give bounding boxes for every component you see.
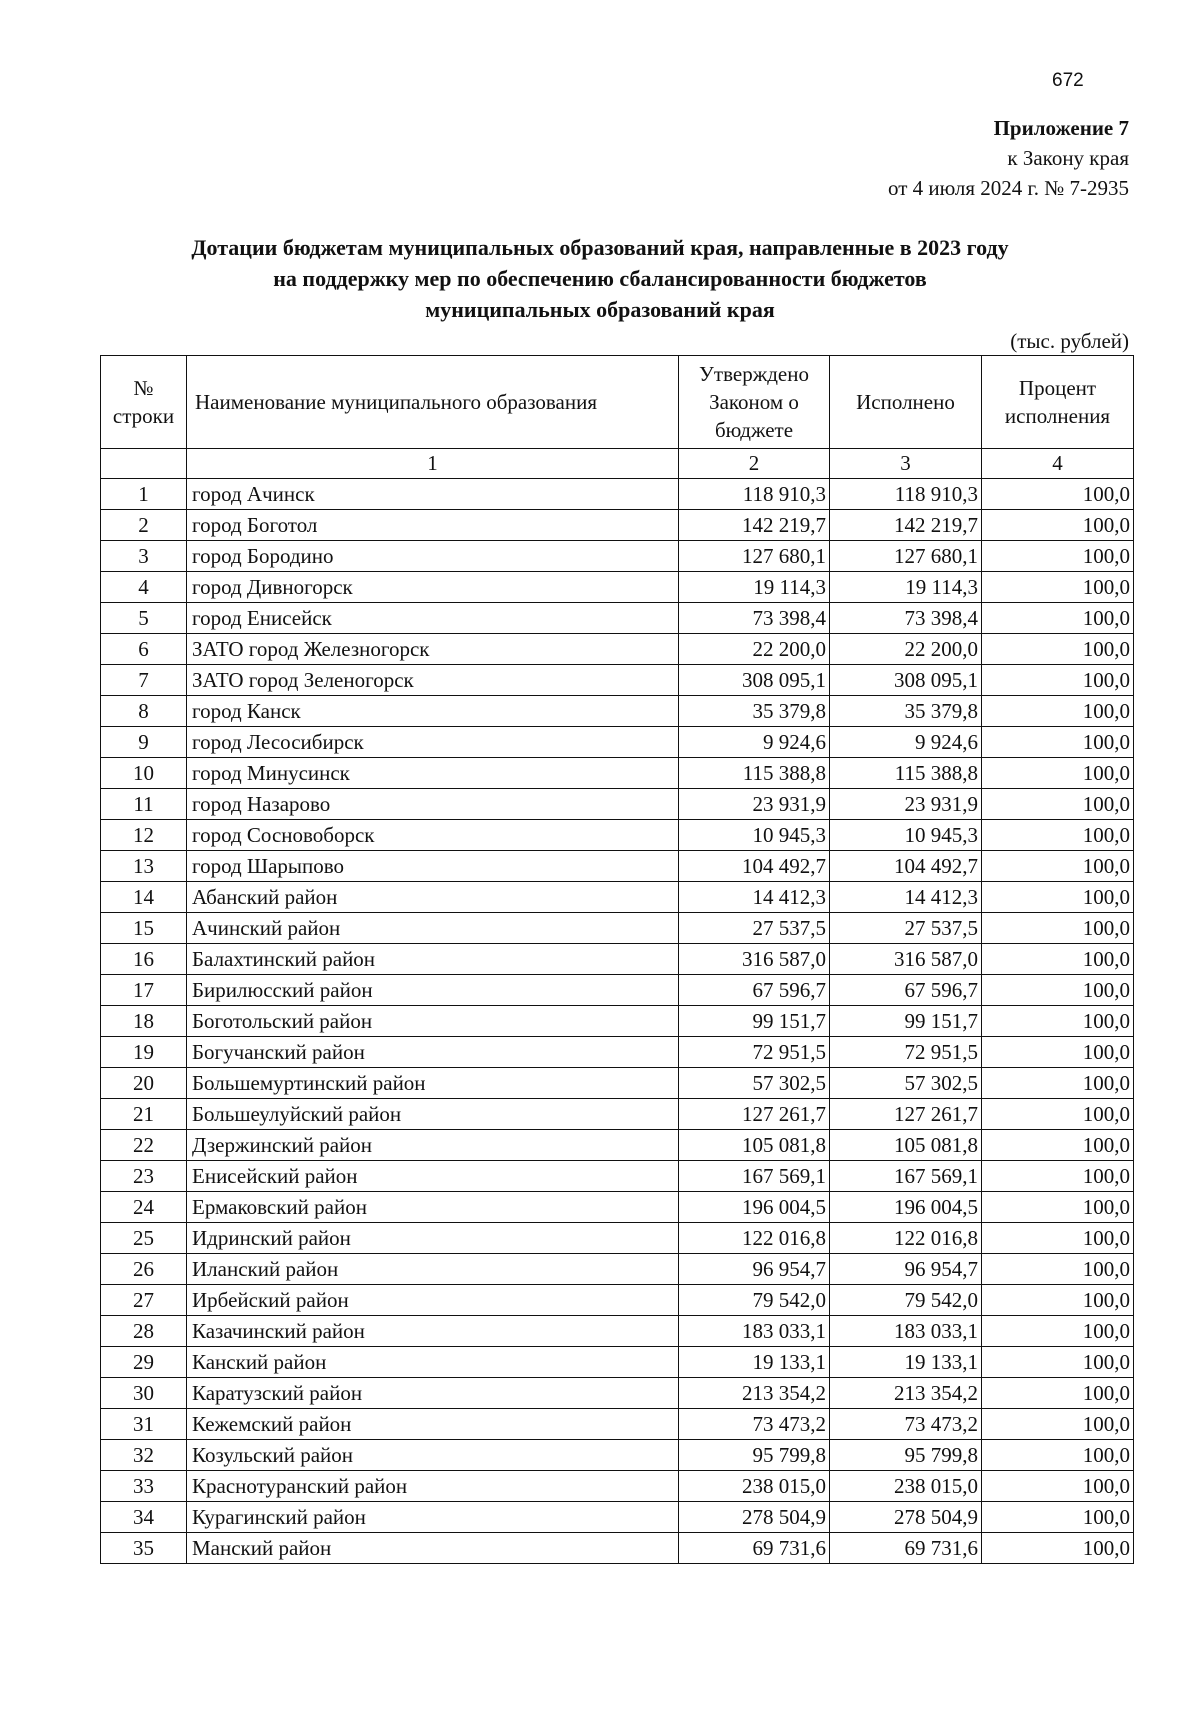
approved-amount-cell: 183 033,1 — [679, 1316, 830, 1347]
approved-amount-cell: 35 379,8 — [679, 696, 830, 727]
row-number-cell: 7 — [101, 665, 187, 696]
municipality-cell: город Дивногорск — [187, 572, 679, 603]
table-row — [101, 1099, 1134, 1130]
executed-amount-cell: 142 219,7 — [830, 510, 982, 541]
column-number: 3 — [830, 449, 982, 479]
approved-amount-cell: 27 537,5 — [679, 913, 830, 944]
executed-amount-cell: 73 398,4 — [830, 603, 982, 634]
percent-cell: 100,0 — [982, 665, 1134, 696]
municipality-cell: Боготольский район — [187, 1006, 679, 1037]
row-number-cell: 16 — [101, 944, 187, 975]
executed-amount-cell: 127 680,1 — [830, 541, 982, 572]
row-number-cell: 11 — [101, 789, 187, 820]
table-row — [101, 851, 1134, 882]
row-number-cell: 20 — [101, 1068, 187, 1099]
percent-cell: 100,0 — [982, 851, 1134, 882]
row-number-cell: 26 — [101, 1254, 187, 1285]
approved-amount-cell: 142 219,7 — [679, 510, 830, 541]
executed-amount-cell: 278 504,9 — [830, 1502, 982, 1533]
municipality-cell: Канский район — [187, 1347, 679, 1378]
executed-amount-cell: 238 015,0 — [830, 1471, 982, 1502]
executed-amount-cell: 72 951,5 — [830, 1037, 982, 1068]
executed-amount-cell: 23 931,9 — [830, 789, 982, 820]
approved-amount-cell: 99 151,7 — [679, 1006, 830, 1037]
municipality-cell: ЗАТО город Железногорск — [187, 634, 679, 665]
row-number-cell: 3 — [101, 541, 187, 572]
percent-cell: 100,0 — [982, 727, 1134, 758]
executed-amount-cell: 316 587,0 — [830, 944, 982, 975]
row-number-cell: 23 — [101, 1161, 187, 1192]
municipality-cell: Абанский район — [187, 882, 679, 913]
row-number-cell: 2 — [101, 510, 187, 541]
percent-cell: 100,0 — [982, 820, 1134, 851]
table-row — [101, 1192, 1134, 1223]
table-row — [101, 603, 1134, 634]
appendix-line-2: к Закону края — [1007, 146, 1129, 170]
approved-amount-cell: 105 081,8 — [679, 1130, 830, 1161]
row-number-cell: 24 — [101, 1192, 187, 1223]
row-number-cell: 10 — [101, 758, 187, 789]
column-numbers-row — [101, 449, 1134, 479]
table-row — [101, 1068, 1134, 1099]
approved-amount-cell: 118 910,3 — [679, 479, 830, 510]
executed-amount-cell: 22 200,0 — [830, 634, 982, 665]
row-number-cell: 13 — [101, 851, 187, 882]
appendix-line-3: от 4 июля 2024 г. № 7-2935 — [888, 176, 1129, 200]
executed-amount-cell: 69 731,6 — [830, 1533, 982, 1564]
appendix-block — [888, 113, 1129, 203]
approved-amount-cell: 127 680,1 — [679, 541, 830, 572]
approved-amount-cell: 67 596,7 — [679, 975, 830, 1006]
row-number-cell: 35 — [101, 1533, 187, 1564]
approved-amount-cell: 167 569,1 — [679, 1161, 830, 1192]
approved-amount-cell: 72 951,5 — [679, 1037, 830, 1068]
document-title — [90, 232, 1110, 325]
municipality-cell: Курагинский район — [187, 1502, 679, 1533]
municipality-cell: Бирилюсский район — [187, 975, 679, 1006]
executed-amount-cell: 67 596,7 — [830, 975, 982, 1006]
page-number: 672 — [1052, 70, 1084, 91]
percent-cell: 100,0 — [982, 603, 1134, 634]
percent-cell: 100,0 — [982, 913, 1134, 944]
row-number-cell: 27 — [101, 1285, 187, 1316]
title-line-3: муниципальных образований края — [425, 297, 775, 322]
percent-cell: 100,0 — [982, 1068, 1134, 1099]
table-row — [101, 820, 1134, 851]
municipality-cell: город Канск — [187, 696, 679, 727]
municipality-cell: город Сосновоборск — [187, 820, 679, 851]
percent-cell: 100,0 — [982, 1347, 1134, 1378]
approved-amount-cell: 308 095,1 — [679, 665, 830, 696]
percent-cell: 100,0 — [982, 1533, 1134, 1564]
row-number-cell: 4 — [101, 572, 187, 603]
municipality-cell: Казачинский район — [187, 1316, 679, 1347]
table-header-row — [101, 356, 1134, 449]
municipality-cell: город Ачинск — [187, 479, 679, 510]
executed-amount-cell: 167 569,1 — [830, 1161, 982, 1192]
percent-cell: 100,0 — [982, 1192, 1134, 1223]
table-row — [101, 944, 1134, 975]
executed-amount-cell: 183 033,1 — [830, 1316, 982, 1347]
table-row — [101, 727, 1134, 758]
municipality-cell: Енисейский район — [187, 1161, 679, 1192]
percent-cell: 100,0 — [982, 1471, 1134, 1502]
approved-amount-cell: 96 954,7 — [679, 1254, 830, 1285]
row-number-cell: 19 — [101, 1037, 187, 1068]
table-row — [101, 572, 1134, 603]
row-number-cell: 34 — [101, 1502, 187, 1533]
municipality-cell: Манский район — [187, 1533, 679, 1564]
approved-amount-cell: 104 492,7 — [679, 851, 830, 882]
row-number-cell: 15 — [101, 913, 187, 944]
units-label: (тыс. рублей) — [1010, 329, 1129, 353]
executed-amount-cell: 127 261,7 — [830, 1099, 982, 1130]
row-number-cell: 29 — [101, 1347, 187, 1378]
municipality-cell: город Боготол — [187, 510, 679, 541]
municipality-cell: Большемуртинский район — [187, 1068, 679, 1099]
row-number-cell: 30 — [101, 1378, 187, 1409]
table-row — [101, 510, 1134, 541]
row-number-cell: 5 — [101, 603, 187, 634]
percent-cell: 100,0 — [982, 758, 1134, 789]
column-number: 2 — [679, 449, 830, 479]
percent-cell: 100,0 — [982, 634, 1134, 665]
approved-amount-cell: 115 388,8 — [679, 758, 830, 789]
table-body — [101, 479, 1134, 1564]
approved-amount-cell: 278 504,9 — [679, 1502, 830, 1533]
executed-amount-cell: 19 114,3 — [830, 572, 982, 603]
municipality-cell: город Шарыпово — [187, 851, 679, 882]
executed-amount-cell: 35 379,8 — [830, 696, 982, 727]
table-row — [101, 1440, 1134, 1471]
municipality-cell: город Назарово — [187, 789, 679, 820]
table-row — [101, 1006, 1134, 1037]
municipality-cell: Большеулуйский район — [187, 1099, 679, 1130]
executed-amount-cell: 79 542,0 — [830, 1285, 982, 1316]
percent-cell: 100,0 — [982, 572, 1134, 603]
header-row-number: № строки — [101, 356, 187, 449]
percent-cell: 100,0 — [982, 1161, 1134, 1192]
subsidies-table — [100, 355, 1134, 1564]
executed-amount-cell: 118 910,3 — [830, 479, 982, 510]
executed-amount-cell: 57 302,5 — [830, 1068, 982, 1099]
percent-cell: 100,0 — [982, 1440, 1134, 1471]
municipality-cell: город Енисейск — [187, 603, 679, 634]
table-row — [101, 1471, 1134, 1502]
percent-cell: 100,0 — [982, 541, 1134, 572]
column-number — [101, 449, 187, 479]
row-number-cell: 31 — [101, 1409, 187, 1440]
row-number-cell: 8 — [101, 696, 187, 727]
column-number: 4 — [982, 449, 1134, 479]
approved-amount-cell: 23 931,9 — [679, 789, 830, 820]
table-row — [101, 665, 1134, 696]
header-approved: Утверждено Законом о бюджете — [679, 356, 830, 449]
table-row — [101, 758, 1134, 789]
executed-amount-cell: 73 473,2 — [830, 1409, 982, 1440]
table-row — [101, 479, 1134, 510]
percent-cell: 100,0 — [982, 789, 1134, 820]
executed-amount-cell: 19 133,1 — [830, 1347, 982, 1378]
percent-cell: 100,0 — [982, 1254, 1134, 1285]
municipality-cell: город Минусинск — [187, 758, 679, 789]
header-municipality: Наименование муниципального образования — [187, 356, 679, 449]
title-line-1: Дотации бюджетам муниципальных образований края, направленные в 2023 году — [191, 235, 1009, 260]
table-row — [101, 634, 1134, 665]
table-row — [101, 1409, 1134, 1440]
row-number-cell: 17 — [101, 975, 187, 1006]
municipality-cell: Богучанский район — [187, 1037, 679, 1068]
executed-amount-cell: 95 799,8 — [830, 1440, 982, 1471]
row-number-cell: 1 — [101, 479, 187, 510]
row-number-cell: 28 — [101, 1316, 187, 1347]
row-number-cell: 25 — [101, 1223, 187, 1254]
table-row — [101, 1037, 1134, 1068]
municipality-cell: город Лесосибирск — [187, 727, 679, 758]
row-number-cell: 9 — [101, 727, 187, 758]
table-row — [101, 882, 1134, 913]
executed-amount-cell: 105 081,8 — [830, 1130, 982, 1161]
table-row — [101, 696, 1134, 727]
table-row — [101, 975, 1134, 1006]
approved-amount-cell: 79 542,0 — [679, 1285, 830, 1316]
table-row — [101, 1254, 1134, 1285]
table-row — [101, 1130, 1134, 1161]
approved-amount-cell: 95 799,8 — [679, 1440, 830, 1471]
approved-amount-cell: 57 302,5 — [679, 1068, 830, 1099]
row-number-cell: 33 — [101, 1471, 187, 1502]
percent-cell: 100,0 — [982, 1502, 1134, 1533]
approved-amount-cell: 14 412,3 — [679, 882, 830, 913]
row-number-cell: 32 — [101, 1440, 187, 1471]
row-number-cell: 22 — [101, 1130, 187, 1161]
row-number-cell: 6 — [101, 634, 187, 665]
approved-amount-cell: 127 261,7 — [679, 1099, 830, 1130]
approved-amount-cell: 73 473,2 — [679, 1409, 830, 1440]
executed-amount-cell: 10 945,3 — [830, 820, 982, 851]
municipality-cell: Ачинский район — [187, 913, 679, 944]
approved-amount-cell: 213 354,2 — [679, 1378, 830, 1409]
percent-cell: 100,0 — [982, 1285, 1134, 1316]
table-row — [101, 1223, 1134, 1254]
table-row — [101, 913, 1134, 944]
municipality-cell: Каратузский район — [187, 1378, 679, 1409]
table-row — [101, 1533, 1134, 1564]
percent-cell: 100,0 — [982, 1130, 1134, 1161]
column-number: 1 — [187, 449, 679, 479]
municipality-cell: Идринский район — [187, 1223, 679, 1254]
municipality-cell: Козульский район — [187, 1440, 679, 1471]
municipality-cell: Краснотуранский район — [187, 1471, 679, 1502]
percent-cell: 100,0 — [982, 479, 1134, 510]
percent-cell: 100,0 — [982, 1223, 1134, 1254]
header-executed: Исполнено — [830, 356, 982, 449]
percent-cell: 100,0 — [982, 882, 1134, 913]
percent-cell: 100,0 — [982, 510, 1134, 541]
title-line-2: на поддержку мер по обеспечению сбалансированности бюджетов — [273, 266, 927, 291]
executed-amount-cell: 14 412,3 — [830, 882, 982, 913]
appendix-title: Приложение 7 — [993, 116, 1129, 140]
approved-amount-cell: 19 133,1 — [679, 1347, 830, 1378]
percent-cell: 100,0 — [982, 1409, 1134, 1440]
percent-cell: 100,0 — [982, 1006, 1134, 1037]
executed-amount-cell: 115 388,8 — [830, 758, 982, 789]
header-percent: Процент исполнения — [982, 356, 1134, 449]
approved-amount-cell: 10 945,3 — [679, 820, 830, 851]
percent-cell: 100,0 — [982, 944, 1134, 975]
executed-amount-cell: 213 354,2 — [830, 1378, 982, 1409]
executed-amount-cell: 99 151,7 — [830, 1006, 982, 1037]
executed-amount-cell: 96 954,7 — [830, 1254, 982, 1285]
municipality-cell: Дзержинский район — [187, 1130, 679, 1161]
row-number-cell: 14 — [101, 882, 187, 913]
percent-cell: 100,0 — [982, 1378, 1134, 1409]
municipality-cell: город Бородино — [187, 541, 679, 572]
municipality-cell: ЗАТО город Зеленогорск — [187, 665, 679, 696]
municipality-cell: Иланский район — [187, 1254, 679, 1285]
table-row — [101, 1285, 1134, 1316]
executed-amount-cell: 104 492,7 — [830, 851, 982, 882]
municipality-cell: Ирбейский район — [187, 1285, 679, 1316]
table-row — [101, 1347, 1134, 1378]
approved-amount-cell: 9 924,6 — [679, 727, 830, 758]
percent-cell: 100,0 — [982, 1316, 1134, 1347]
executed-amount-cell: 27 537,5 — [830, 913, 982, 944]
executed-amount-cell: 9 924,6 — [830, 727, 982, 758]
approved-amount-cell: 238 015,0 — [679, 1471, 830, 1502]
percent-cell: 100,0 — [982, 696, 1134, 727]
table-row — [101, 541, 1134, 572]
table-row — [101, 1378, 1134, 1409]
executed-amount-cell: 308 095,1 — [830, 665, 982, 696]
approved-amount-cell: 69 731,6 — [679, 1533, 830, 1564]
executed-amount-cell: 122 016,8 — [830, 1223, 982, 1254]
approved-amount-cell: 196 004,5 — [679, 1192, 830, 1223]
table-row — [101, 789, 1134, 820]
row-number-cell: 12 — [101, 820, 187, 851]
row-number-cell: 18 — [101, 1006, 187, 1037]
executed-amount-cell: 196 004,5 — [830, 1192, 982, 1223]
municipality-cell: Балахтинский район — [187, 944, 679, 975]
approved-amount-cell: 73 398,4 — [679, 603, 830, 634]
table-row — [101, 1161, 1134, 1192]
approved-amount-cell: 22 200,0 — [679, 634, 830, 665]
table-row — [101, 1502, 1134, 1533]
approved-amount-cell: 122 016,8 — [679, 1223, 830, 1254]
municipality-cell: Ермаковский район — [187, 1192, 679, 1223]
percent-cell: 100,0 — [982, 1099, 1134, 1130]
table-row — [101, 1316, 1134, 1347]
approved-amount-cell: 19 114,3 — [679, 572, 830, 603]
row-number-cell: 21 — [101, 1099, 187, 1130]
municipality-cell: Кежемский район — [187, 1409, 679, 1440]
percent-cell: 100,0 — [982, 975, 1134, 1006]
approved-amount-cell: 316 587,0 — [679, 944, 830, 975]
percent-cell: 100,0 — [982, 1037, 1134, 1068]
